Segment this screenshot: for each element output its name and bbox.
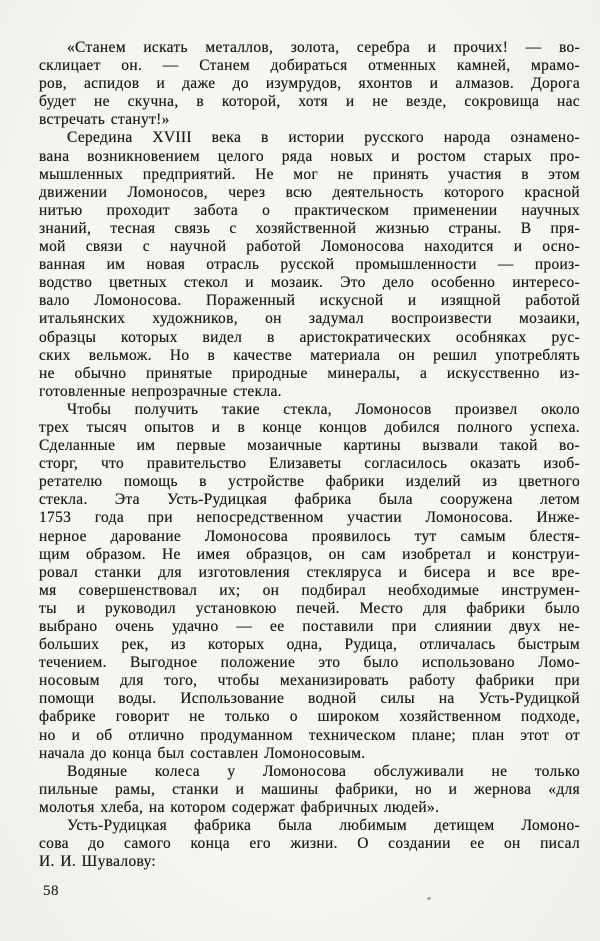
text-line: ретателю помощь в устройстве фабрики изделий из цветного [39,473,580,491]
text-line: Усть-Рудицкая фабрика была любимым детищем Ломоно- [67,817,580,835]
text-line: движении Ломоносов, через всю деятельность которого красной [39,183,580,201]
page-number: 58 [43,883,59,899]
text-line: ты и руководил установкою печей. Место для фабрики было [39,599,580,617]
text-line: ров, аспидов и даже до изумрудов, яхонтов и алмазов. Дорога [39,75,580,93]
text-line: но и об отлично продуманном техническом плане; план этот от [39,726,580,744]
text-line: итальянских художников, он задумал воспроизвести мозаики, [39,310,580,328]
text-line: мой связи с научной работой Ломоносова находится и осно- [39,238,580,256]
text-line: ванная им новая отрасль русской промышленности — произ- [39,256,580,274]
text-line: выбрано очень удачно — ее поставили при слиянии двух не- [39,618,580,635]
text-line: пильные рамы, станки и машины фабрики, но и жернова «для [39,780,580,798]
text-line: вало Ломоносова. Пораженный искусной и изящной работой [39,292,580,310]
text-line: Водяные колеса у Ломоносова обслуживали не только [67,762,580,780]
text-line: сторг, что правительство Елизаветы согласилось оказать изоб- [39,455,580,473]
text-line: водство цветных стекол и мозаик. Это дело особенно интересо- [39,274,580,292]
text-line: начала до конца был составлен Ломоносовым. [39,744,366,762]
text-line: ровал станки для изготовления стекляруса и бисера и все вре- [39,563,580,581]
text-line: мя совершенствовал их; он подбирал необходимые инструмен- [39,581,580,599]
text-line: щим образом. Не имея образцов, он сам изобретал и конструи- [39,545,580,563]
text-line: течением. Выгодное положение это было использовано Ломо- [39,654,580,672]
text-line: мышленных предприятий. Не мог не принять участия в этом [39,165,580,183]
text-line: И. И. Шувалову: [39,853,157,871]
text-line: стекла. Эта Усть-Рудицкая фабрика была сооружена летом [39,491,580,509]
text-line: 1753 года при непосредственном участии Ломоносова. Инже- [39,509,580,527]
text-line: Сделанные им первые мозаичные картины вызвали такой во- [39,437,580,455]
text-line: встречать станут!» [39,111,170,129]
text-line: нитью проходит забота о практическом применении научных [39,201,580,219]
text-line: сова до самого конца его жизни. О создании ее он писал [39,835,580,853]
text-line: склицает он. — Станем добираться отменных камней, мрамо- [39,57,580,75]
text-line: готовленные непрозрачные стекла. [39,382,282,400]
text-line: образцы которых видел в аристократических особняках рус- [39,328,580,346]
text-line: помощи воды. Использование водной силы на Усть-Рудицкой [39,690,580,708]
text-line: молотья хлеба, на котором содержат фабричных людей». [39,798,440,816]
text-line: не обычно принятые природные минералы, а искусственно из- [39,364,580,382]
text-line: Чтобы получить такие стекла, Ломоносов произвел около [67,400,580,418]
text-line: трех тысяч опытов и в конце концов добился полного успеха. [39,418,580,436]
text-line: вана возникновением целого ряда новых и ростом старых про- [39,147,580,165]
body-text [39,39,580,871]
text-line: носовым для того, чтобы механизировать работу фабрики при [39,672,580,690]
text-line: будет не скучна, в которой, хотя и не везде, сокровища нас [39,93,580,111]
text-line: знаний, тесная связь с хозяйственной жизнью страны. В пря- [39,219,580,237]
text-line: Середина XVIII века в истории русского народа ознамено- [67,129,580,147]
text-line: «Станем искать металлов, золота, серебра и прочих! — во- [67,39,580,56]
text-line: ских вельмож. Но в качестве материала он решил употреблять [39,346,580,364]
scan-artifact-speck [427,897,431,900]
text-line: больших рек, из которых одна, Рудица, отличалась быстрым [39,636,580,654]
text-line: фабрике говорит не только о широком хозяйственном подходе, [39,708,580,726]
text-line: нерное дарование Ломоносова проявилось тут самым блестя- [39,527,580,545]
